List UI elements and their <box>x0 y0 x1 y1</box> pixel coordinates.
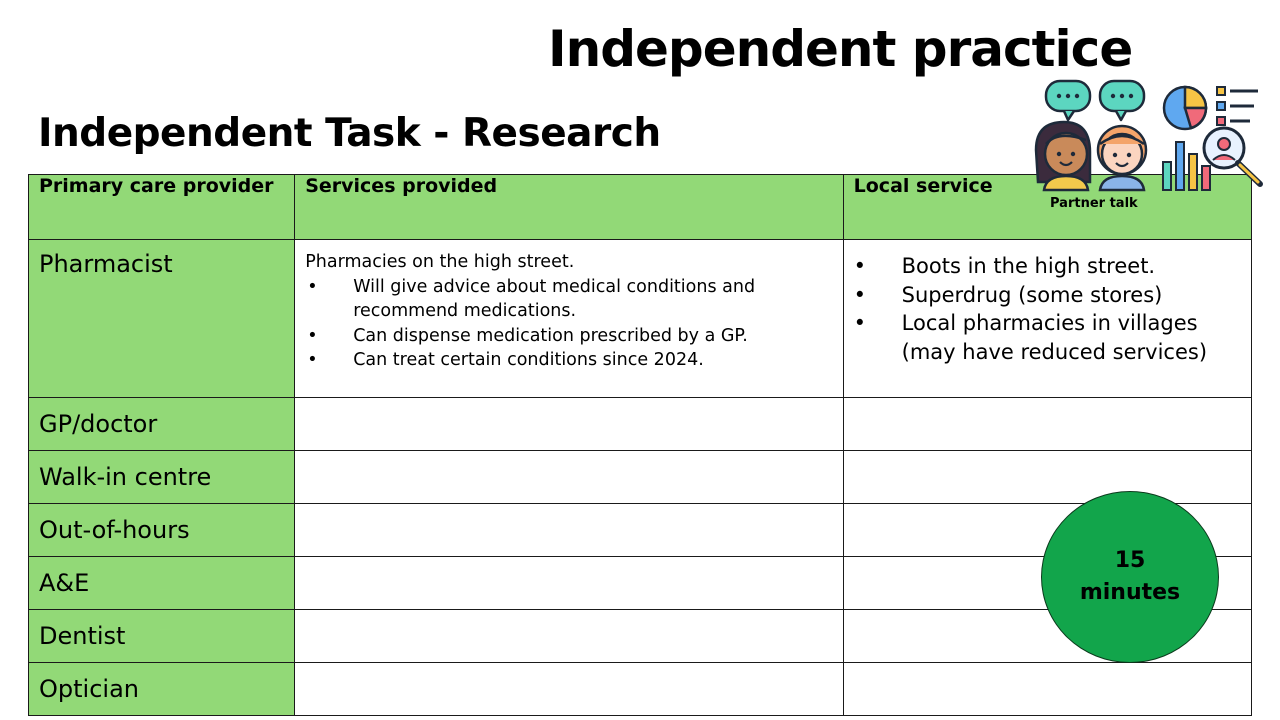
header-provider: Primary care provider <box>29 175 295 240</box>
services-cell[interactable] <box>295 451 843 504</box>
magnifier-icon <box>1204 128 1260 184</box>
services-list <box>305 275 832 373</box>
provider-cell: A&E <box>29 557 295 610</box>
timer-badge <box>1041 491 1219 663</box>
provider-cell: Dentist <box>29 610 295 663</box>
table-row <box>29 398 1252 451</box>
local-list <box>854 252 1241 366</box>
table-row <box>29 663 1252 716</box>
header-local: Local service <box>843 175 1251 240</box>
list-item: • Boots in the high street. <box>854 252 1241 281</box>
provider-cell: Out-of-hours <box>29 504 295 557</box>
services-cell[interactable] <box>295 557 843 610</box>
list-item: • Can dispense medication prescribed by a GP. <box>305 324 832 349</box>
speech-bubble-icon <box>1100 81 1144 120</box>
provider-cell: GP/doctor <box>29 398 295 451</box>
services-intro: Pharmacies on the high street. <box>305 252 575 272</box>
timer-unit: minutes <box>1079 580 1181 605</box>
partner-talk-label: Partner talk <box>1050 196 1138 211</box>
services-cell[interactable] <box>295 504 843 557</box>
services-cell[interactable] <box>295 663 843 716</box>
local-cell[interactable] <box>843 663 1251 716</box>
slide-title: Independent practice <box>548 20 1133 78</box>
list-item: • Local pharmacies in villages (may have reduced services) <box>854 309 1241 366</box>
local-cell[interactable] <box>843 398 1251 451</box>
list-item: • Superdrug (some stores) <box>854 281 1241 310</box>
speech-bubble-icon <box>1046 81 1090 120</box>
person-icon <box>1098 126 1146 190</box>
header-services: Services provided <box>295 175 843 240</box>
task-subtitle: Independent Task - Research <box>38 111 661 156</box>
list-item: • Can treat certain conditions since 2024. <box>305 348 832 373</box>
timer-number: 15 <box>1114 548 1146 573</box>
list-icon <box>1217 87 1258 125</box>
table-row <box>29 240 1252 398</box>
table-row <box>29 451 1252 504</box>
provider-cell: Walk-in centre <box>29 451 295 504</box>
services-cell[interactable] <box>295 610 843 663</box>
services-cell[interactable] <box>295 240 843 398</box>
local-cell[interactable] <box>843 240 1251 398</box>
services-cell[interactable] <box>295 398 843 451</box>
provider-cell: Optician <box>29 663 295 716</box>
person-icon <box>1036 122 1090 190</box>
list-item: • Will give advice about medical conditions and recommend medications. <box>305 275 832 324</box>
provider-cell: Pharmacist <box>29 240 295 398</box>
pie-chart-icon <box>1164 87 1206 129</box>
local-cell[interactable] <box>843 451 1251 504</box>
